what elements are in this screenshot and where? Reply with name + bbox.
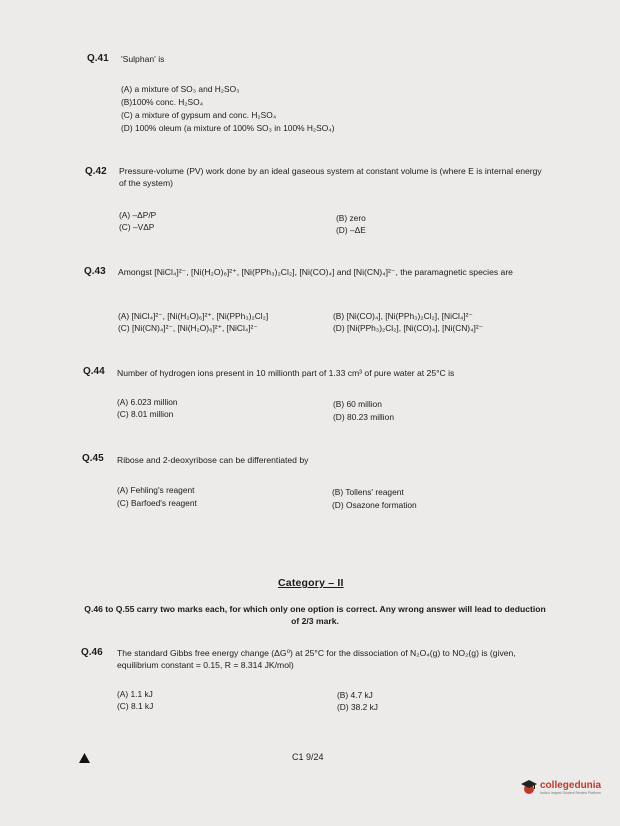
question-text: 'Sulphan' is	[121, 54, 165, 64]
option-a: (A) 1.1 kJ	[117, 689, 153, 699]
question-number: Q.46	[81, 647, 103, 658]
option-a: (A) a mixture of SO₃ and H₂SO₃	[121, 84, 240, 94]
option-a: (A) 6.023 million	[117, 397, 178, 407]
option-c: (C) 8.01 million	[117, 409, 174, 419]
option-d: (D) 80.23 million	[333, 412, 394, 422]
category-title: Category – II	[278, 577, 344, 589]
option-b: (B) 60 million	[333, 399, 382, 409]
option-a: (A) [NiCl₄]²⁻, [Ni(H₂O)₆]²⁺, [Ni(PPh₃)₂Cl₂]	[118, 311, 269, 321]
question-number: Q.44	[83, 366, 105, 377]
option-b: (B) zero	[336, 213, 366, 223]
question-text: Number of hydrogen ions present in 10 millionth part of 1.33 cm³ of pure water at 25°C is	[117, 368, 455, 378]
option-d: (D) –ΔE	[336, 225, 366, 235]
option-d: (D) [Ni(PPh₃)₂Cl₂], [Ni(CO)₄], [Ni(CN)₄]²⁻	[333, 323, 484, 333]
option-c: (C) a mixture of gypsum and conc. H₂SO₄	[121, 110, 277, 120]
option-d: (D) 100% oleum (a mixture of 100% SO₃ in 100% H₂SO₄)	[121, 123, 335, 133]
option-a: (A) Fehling's reagent	[117, 485, 195, 495]
option-b: (B) [Ni(CO)₄], [Ni(PPh₃)₂Cl₂], [NiCl₄]²⁻	[333, 311, 473, 321]
question-number: Q.43	[84, 266, 106, 277]
option-b: (B)100% conc. H₂SO₄	[121, 97, 204, 107]
option-d: (D) Osazone formation	[332, 500, 417, 510]
collegedunia-logo	[520, 778, 601, 796]
question-number: Q.41	[87, 53, 109, 64]
option-c: (C) –VΔP	[119, 222, 155, 232]
question-number: Q.45	[82, 453, 104, 464]
option-a: (A) –ΔP/P	[119, 210, 157, 220]
logo-text: collegedunia	[540, 779, 602, 791]
question-text: Amongst [NiCl₄]²⁻, [Ni(H₂O)₆]²⁺, [Ni(PPh₃)₂Cl₂], [Ni(CO)₄] and [Ni(CN)₄]²⁻, the paramagnetic species are	[118, 267, 513, 277]
page-number: C1 9/24	[292, 752, 324, 762]
graduate-cap-icon	[520, 778, 538, 796]
option-c: (C) 8.1 kJ	[117, 701, 154, 711]
category-instruction: Q.46 to Q.55 carry two marks each, for which only one option is correct. Any wrong answer will lead to deduction of 2/3 mark.	[84, 604, 546, 626]
option-d: (D) 38.2 kJ	[337, 702, 378, 712]
question-text: Pressure-volume (PV) work done by an ideal gaseous system at constant volume is (where E is internal energy of the system)	[119, 166, 542, 188]
option-c: (C) Barfoed's reagent	[117, 498, 197, 508]
question-text: The standard Gibbs free energy change (ΔG⁰) at 25°C for the dissociation of N₂O₄(g) to NO₂(g) is (given, equilibrium constant = 0.15, R = 8.314 JK/mol)	[117, 648, 516, 670]
question-text: Ribose and 2-deoxyribose can be differentiated by	[117, 455, 309, 465]
logo-tagline: India's largest Student Review Platform	[540, 790, 601, 795]
option-b: (B) Tollens' reagent	[332, 487, 404, 497]
triangle-marker-icon	[79, 750, 90, 768]
option-c: (C) [Ni(CN)₄]²⁻, [Ni(H₂O)₆]²⁺, [NiCl₄]²⁻	[118, 323, 258, 333]
option-b: (B) 4.7 kJ	[337, 690, 373, 700]
question-number: Q.42	[85, 166, 107, 177]
